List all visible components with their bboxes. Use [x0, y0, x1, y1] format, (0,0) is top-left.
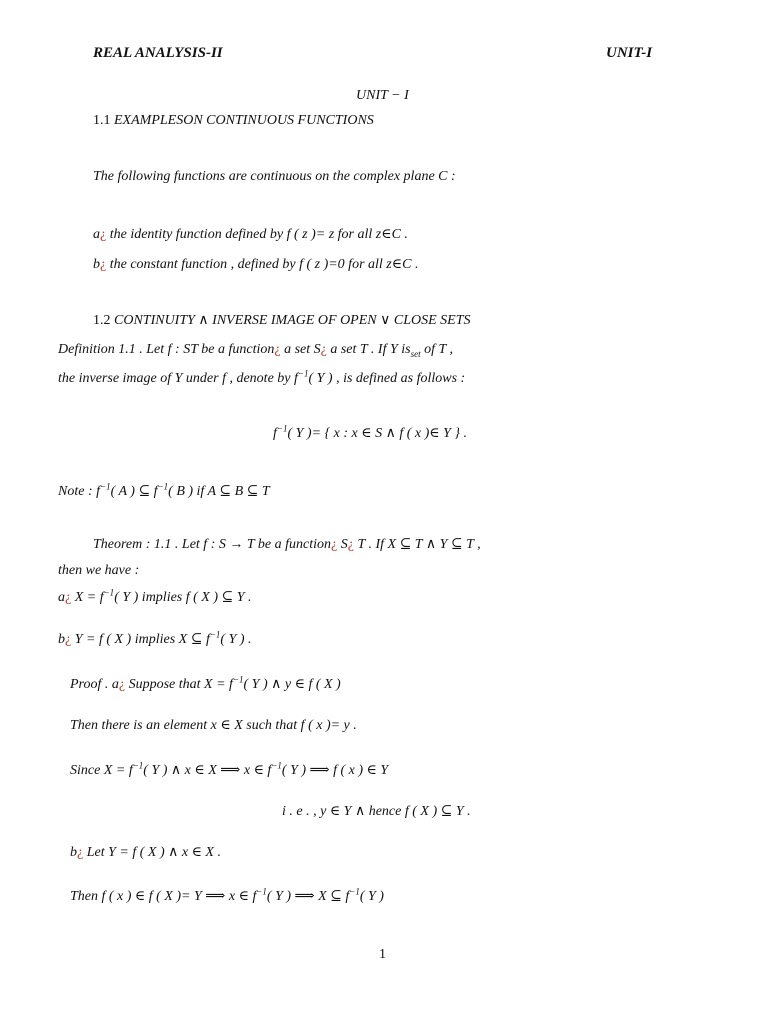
theorem-text: ( Y ) implies f ( X ) ⊆ Y .	[114, 590, 252, 605]
theorem-text: Y = f ( X ) implies X ⊆ f	[71, 632, 210, 647]
inverted-question-glyph: ¿	[77, 845, 84, 860]
definition-text: ( Y ) , is defined as follows :	[308, 371, 466, 386]
superscript: −1	[349, 886, 360, 897]
superscript: −1	[271, 760, 282, 771]
proof-line-4: i . e . , y ∈ Y ∧ hence f ( X ) ⊆ Y .	[282, 804, 471, 819]
proof-line-6	[70, 888, 384, 906]
definition-text: the inverse image of Y under f , denote by f	[58, 371, 298, 386]
item-label: a	[93, 227, 100, 242]
proof-text: ( Y )	[359, 889, 384, 904]
theorem-text: S	[337, 537, 348, 552]
theorem-line-2: then we have :	[58, 563, 140, 578]
inverse-image-formula	[273, 425, 467, 443]
formula-text: ( Y )= { x : x ∈ S ∧ f ( x )∈ Y } .	[287, 426, 468, 441]
subscript: set	[410, 348, 421, 359]
definition-text: Definition 1.1 . Let f : ST be a function	[58, 342, 275, 357]
section-number: 1.1	[93, 113, 111, 128]
proof-line-1	[70, 676, 341, 694]
proof-text: ( Y ) ∧ y ∈ f ( X )	[243, 677, 341, 692]
proof-text: ( Y ) ⟹ f ( x ) ∈ Y	[281, 763, 389, 778]
inverted-question-glyph: ¿	[347, 537, 354, 552]
section-1-1-heading	[93, 112, 374, 130]
proof-text: ( Y ) ⟹ X ⊆ f	[266, 889, 350, 904]
unit-title: UNIT − I	[356, 88, 409, 103]
item-label: b	[93, 257, 100, 272]
note-line	[58, 483, 270, 501]
formula-text: f	[273, 426, 277, 441]
proof-line-5	[70, 844, 221, 862]
definition-text: a set S	[280, 342, 321, 357]
list-item-b	[93, 256, 418, 274]
superscript: −1	[232, 674, 244, 685]
section-title: EXAMPLESON CONTINUOUS FUNCTIONS	[114, 113, 374, 128]
page-number: 1	[379, 947, 386, 962]
theorem-part-b	[58, 631, 252, 649]
item-text: the identity function defined by f ( z )= z for all z∈C .	[106, 227, 408, 242]
inverted-question-glyph: ¿	[320, 342, 327, 357]
definition-line-2	[58, 370, 465, 388]
inverted-question-glyph: ¿	[65, 632, 72, 647]
superscript: −1	[103, 587, 115, 598]
header-right: UNIT-I	[606, 45, 653, 61]
superscript: −1	[276, 423, 288, 434]
theorem-text: Theorem : 1.1 . Let f : S → T be a function	[93, 537, 331, 552]
proof-text: Suppose that X = f	[125, 677, 233, 692]
superscript: −1	[100, 481, 111, 492]
theorem-text: X = f	[71, 590, 104, 605]
inverted-question-glyph: ¿	[65, 590, 72, 605]
item-label: b	[70, 845, 77, 860]
item-label: b	[58, 632, 65, 647]
proof-text: Proof . a	[70, 677, 119, 692]
superscript: −1	[256, 886, 267, 897]
proof-text: Since X = f	[70, 763, 133, 778]
inverted-question-glyph: ¿	[100, 227, 107, 242]
definition-text: of T ,	[420, 342, 454, 357]
proof-text: Let Y = f ( X ) ∧ x ∈ X .	[83, 845, 221, 860]
proof-line-3	[70, 762, 388, 780]
inverted-question-glyph: ¿	[100, 257, 107, 272]
theorem-line-1	[93, 536, 481, 554]
section-number: 1.2	[93, 313, 111, 328]
list-item-a	[93, 226, 408, 244]
proof-text: Then f ( x ) ∈ f ( X )= Y ⟹ x ∈ f	[70, 889, 257, 904]
superscript: −1	[132, 760, 144, 771]
note-text: Note : f	[58, 484, 100, 499]
definition-text: a set T . If Y is	[326, 342, 411, 357]
note-text: ( B ) if A ⊆ B ⊆ T	[168, 484, 270, 499]
theorem-text: ( Y ) .	[220, 632, 252, 647]
note-text: ( A ) ⊆ f	[110, 484, 158, 499]
proof-text: ( Y ) ∧ x ∈ X ⟹ x ∈ f	[143, 763, 272, 778]
section-1-2-heading	[93, 312, 471, 330]
definition-line-1	[58, 341, 453, 359]
theorem-part-a	[58, 589, 252, 607]
section-title: CONTINUITY ∧ INVERSE IMAGE OF OPEN ∨ CLOSE SETS	[114, 313, 471, 328]
superscript: −1	[157, 481, 169, 492]
inverted-question-glyph: ¿	[118, 677, 126, 692]
inverted-question-glyph: ¿	[331, 537, 338, 552]
proof-line-2: Then there is an element x ∈ X such that f ( x )= y .	[70, 718, 357, 733]
theorem-text: T . If X ⊆ T ∧ Y ⊆ T ,	[353, 537, 481, 552]
intro-text: The following functions are continuous on the complex plane C :	[93, 169, 456, 184]
superscript: −1	[209, 629, 221, 640]
inverted-question-glyph: ¿	[274, 342, 281, 357]
item-label: a	[58, 590, 65, 605]
superscript: −1	[297, 368, 309, 379]
item-text: the constant function , defined by f ( z )=0 for all z∈C .	[106, 257, 419, 272]
header-left: REAL ANALYSIS-II	[93, 45, 223, 61]
